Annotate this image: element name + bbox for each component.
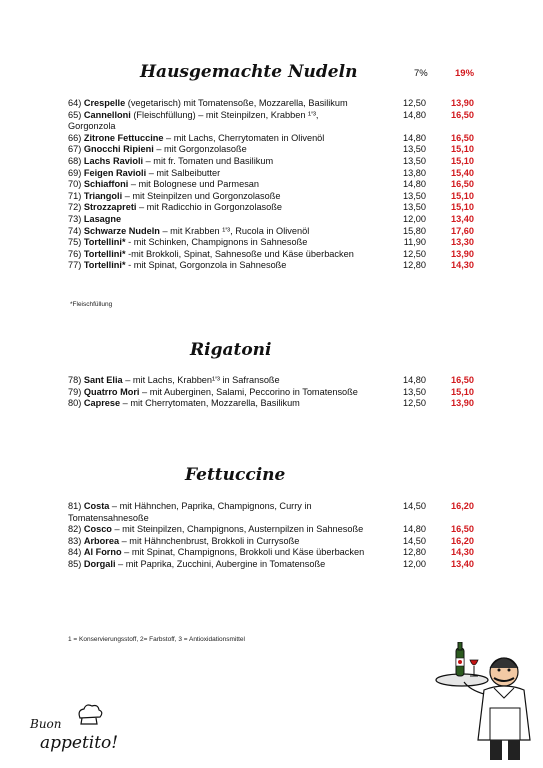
menu-item: [68, 387, 478, 399]
svg-text:appetito!: appetito!: [40, 733, 119, 753]
item-name: Tortellini*: [83, 237, 126, 248]
item-price-7: 12,80: [403, 547, 426, 558]
item-number: 69): [68, 167, 82, 178]
item-name: Cannelloni: [83, 109, 131, 120]
item-number: 84): [68, 547, 82, 558]
item-price-7: 14,80: [403, 524, 426, 535]
menu-item: [68, 559, 478, 571]
menu-item: [68, 98, 478, 110]
item-description: (vegetarisch) mit Tomatensoße, Mozzarella, Basilikum: [125, 98, 348, 108]
item-price-19: 15,10: [451, 155, 474, 166]
item-name: Tortellini*: [83, 260, 126, 271]
item-price-19: 15,10: [451, 202, 474, 213]
item-name: Caprese: [83, 398, 121, 409]
item-price-7: 11,90: [403, 237, 426, 248]
item-name: Quatrro Mori: [83, 386, 140, 397]
item-price-19: 16,50: [451, 524, 474, 535]
item-number: 68): [68, 155, 82, 166]
menu-list-nudeln: [68, 98, 478, 272]
item-number: 71): [68, 190, 82, 201]
svg-text:Buon: Buon: [30, 717, 62, 731]
item-price-7: 13,50: [403, 155, 426, 166]
item-name: Arborea: [83, 535, 120, 546]
item-description: – mit Hähnchen, Paprika, Champignons, Curry in Tomatensahnesoße: [68, 501, 312, 523]
item-price-7: 14,80: [403, 179, 426, 190]
item-price-19: 16,50: [451, 109, 474, 120]
item-price-7: 13,50: [403, 144, 426, 155]
item-name: Dorgali: [83, 558, 116, 569]
item-price-19: 13,40: [451, 558, 474, 569]
item-price-19: 14,30: [451, 547, 474, 558]
section-title-fettuccine: Fettuccine: [185, 465, 286, 485]
menu-item: [68, 260, 478, 272]
item-price-19: 15,10: [451, 190, 474, 201]
item-name: Zitrone Fettuccine: [83, 132, 164, 143]
item-name: Lachs Ravioli: [83, 155, 144, 166]
item-price-7: 12,50: [403, 98, 426, 108]
section-title-rigatoni: Rigatoni: [190, 340, 272, 360]
item-price-7: 14,50: [403, 535, 426, 546]
item-number: 83): [68, 535, 82, 546]
buon-appetito-logo: [22, 702, 142, 754]
item-name: Cosco: [83, 524, 112, 535]
item-price-7: 13,50: [403, 386, 426, 397]
item-number: 85): [68, 558, 82, 569]
menu-item: [68, 156, 478, 168]
item-name: Schiaffoni: [83, 179, 129, 190]
item-price-7: 13,50: [403, 190, 426, 201]
item-number: 64): [68, 98, 82, 108]
item-description: – mit Paprika, Zucchini, Aubergine in Tomatensoße: [115, 558, 326, 569]
item-number: 66): [68, 132, 82, 143]
item-description: – mit Lachs, Krabben¹ʹ³ in Safransoße: [122, 375, 280, 385]
menu-item: [68, 501, 478, 524]
price-header-19: 19%: [455, 68, 475, 79]
item-price-7: 13,50: [403, 202, 426, 213]
item-price-19: 13,90: [451, 398, 474, 409]
menu-list-rigatoni: [68, 375, 478, 410]
item-price-19: 17,60: [451, 225, 474, 236]
item-price-19: 13,90: [451, 98, 474, 108]
item-name: Crespelle: [83, 98, 126, 108]
item-price-7: 12,00: [403, 213, 426, 224]
item-number: 80): [68, 398, 82, 409]
item-description: - mit Spinat, Gorgonzola in Sahnesoße: [125, 260, 287, 271]
item-price-7: 15,80: [403, 225, 426, 236]
item-number: 73): [68, 213, 82, 224]
item-description: – mit Salbeibutter: [146, 167, 221, 178]
item-number: 81): [68, 501, 82, 511]
item-price-19: 16,20: [451, 535, 474, 546]
item-price-7: 12,50: [403, 398, 426, 409]
item-number: 76): [68, 248, 82, 259]
item-name: Triangoli: [83, 190, 123, 201]
item-description: – mit Steinpilzen und Gorgonzolasoße: [122, 190, 281, 201]
item-price-19: 15,10: [451, 386, 474, 397]
item-number: 82): [68, 524, 82, 535]
item-price-7: 14,80: [403, 132, 426, 143]
menu-item: [68, 214, 478, 226]
item-name: Tortellini*: [83, 248, 126, 259]
item-description: – mit Gorgonzolasoße: [153, 144, 247, 155]
menu-item: [68, 133, 478, 145]
section-title-nudeln: Hausgemachte Nudeln: [140, 62, 358, 82]
item-description: – mit Hähnchenbrust, Brokkoli in Currysoße: [119, 535, 300, 546]
menu-list-fettuccine: [68, 501, 478, 571]
item-number: 70): [68, 179, 82, 190]
menu-item: [68, 375, 478, 387]
item-number: 74): [68, 225, 82, 236]
item-price-19: 13,30: [451, 237, 474, 248]
item-name: Costa: [83, 501, 110, 511]
item-description: – mit Steinpilzen, Champignons, Austernpilzen in Sahnesoße: [111, 524, 364, 535]
item-name: Schwarze Nudeln: [83, 225, 160, 236]
item-price-19: 13,40: [451, 213, 474, 224]
item-name: Sant Elia: [83, 375, 123, 385]
item-name: Feigen Ravioli: [83, 167, 147, 178]
item-description: – mit Lachs, Cherrytomaten in Olivenöl: [163, 132, 325, 143]
footnote-fleischfuellung: *Fleischfüllung: [70, 301, 113, 308]
item-description: – mit Spinat, Champignons, Brokkoli und Käse überbacken: [121, 547, 365, 558]
item-price-19: 14,30: [451, 260, 474, 271]
item-description: - mit Schinken, Champignons in Sahnesoße: [125, 237, 308, 248]
menu-item: [68, 202, 478, 214]
item-price-7: 14,80: [403, 375, 426, 385]
item-price-19: 15,10: [451, 144, 474, 155]
item-description: – mit Bolognese und Parmesan: [128, 179, 260, 190]
item-price-7: 14,80: [403, 109, 426, 120]
item-price-7: 13,80: [403, 167, 426, 178]
item-description: – mit fr. Tomaten und Basilikum: [143, 155, 274, 166]
item-description: – mit Auberginen, Salami, Peccorino in Tomatensoße: [139, 386, 358, 397]
price-header-7: 7%: [414, 68, 428, 79]
item-number: 77): [68, 260, 82, 271]
item-price-7: 12,50: [403, 248, 426, 259]
item-number: 72): [68, 202, 82, 213]
item-description: – mit Cherrytomaten, Mozzarella, Basilikum: [120, 398, 300, 409]
item-name: Al Forno: [83, 547, 122, 558]
item-price-19: 13,90: [451, 248, 474, 259]
item-price-7: 14,50: [403, 501, 426, 511]
item-number: 67): [68, 144, 82, 155]
item-name: Gnocchi Ripieni: [83, 144, 154, 155]
menu-item: [68, 110, 478, 133]
waiter-illustration: [432, 642, 537, 764]
item-number: 65): [68, 109, 82, 120]
menu-item: [68, 536, 478, 548]
item-description: – mit Krabben ¹ʹ³, Rucola in Olivenöl: [159, 225, 310, 236]
menu-item: [68, 168, 478, 180]
menu-item: [68, 179, 478, 191]
menu-item: [68, 547, 478, 559]
menu-item: [68, 144, 478, 156]
item-number: 78): [68, 375, 82, 385]
item-number: 75): [68, 237, 82, 248]
item-price-19: 16,20: [451, 501, 474, 511]
item-price-7: 12,00: [403, 558, 426, 569]
item-description: -mit Brokkoli, Spinat, Sahnesoße und Käse überbacken: [125, 248, 354, 259]
item-name: Strozzapreti: [83, 202, 137, 213]
item-price-7: 12,80: [403, 260, 426, 271]
item-description: – mit Radicchio in Gorgonzolasoße: [136, 202, 282, 213]
menu-item: [68, 524, 478, 536]
menu-item: [68, 398, 478, 410]
item-price-19: 16,50: [451, 132, 474, 143]
item-name: Lasagne: [83, 213, 122, 224]
menu-item: [68, 249, 478, 261]
item-price-19: 16,50: [451, 179, 474, 190]
item-price-19: 16,50: [451, 375, 474, 385]
item-price-19: 15,40: [451, 167, 474, 178]
menu-item: [68, 237, 478, 249]
item-number: 79): [68, 386, 82, 397]
additives-legend: 1 = Konservierungsstoff, 2= Farbstoff, 3 = Antioxidationsmittel: [68, 636, 245, 643]
item-description: (Fleischfüllung) – mit Steinpilzen, Krabben ¹ʹ³, Gorgonzola: [68, 109, 319, 132]
menu-item: [68, 226, 478, 238]
menu-item: [68, 191, 478, 203]
